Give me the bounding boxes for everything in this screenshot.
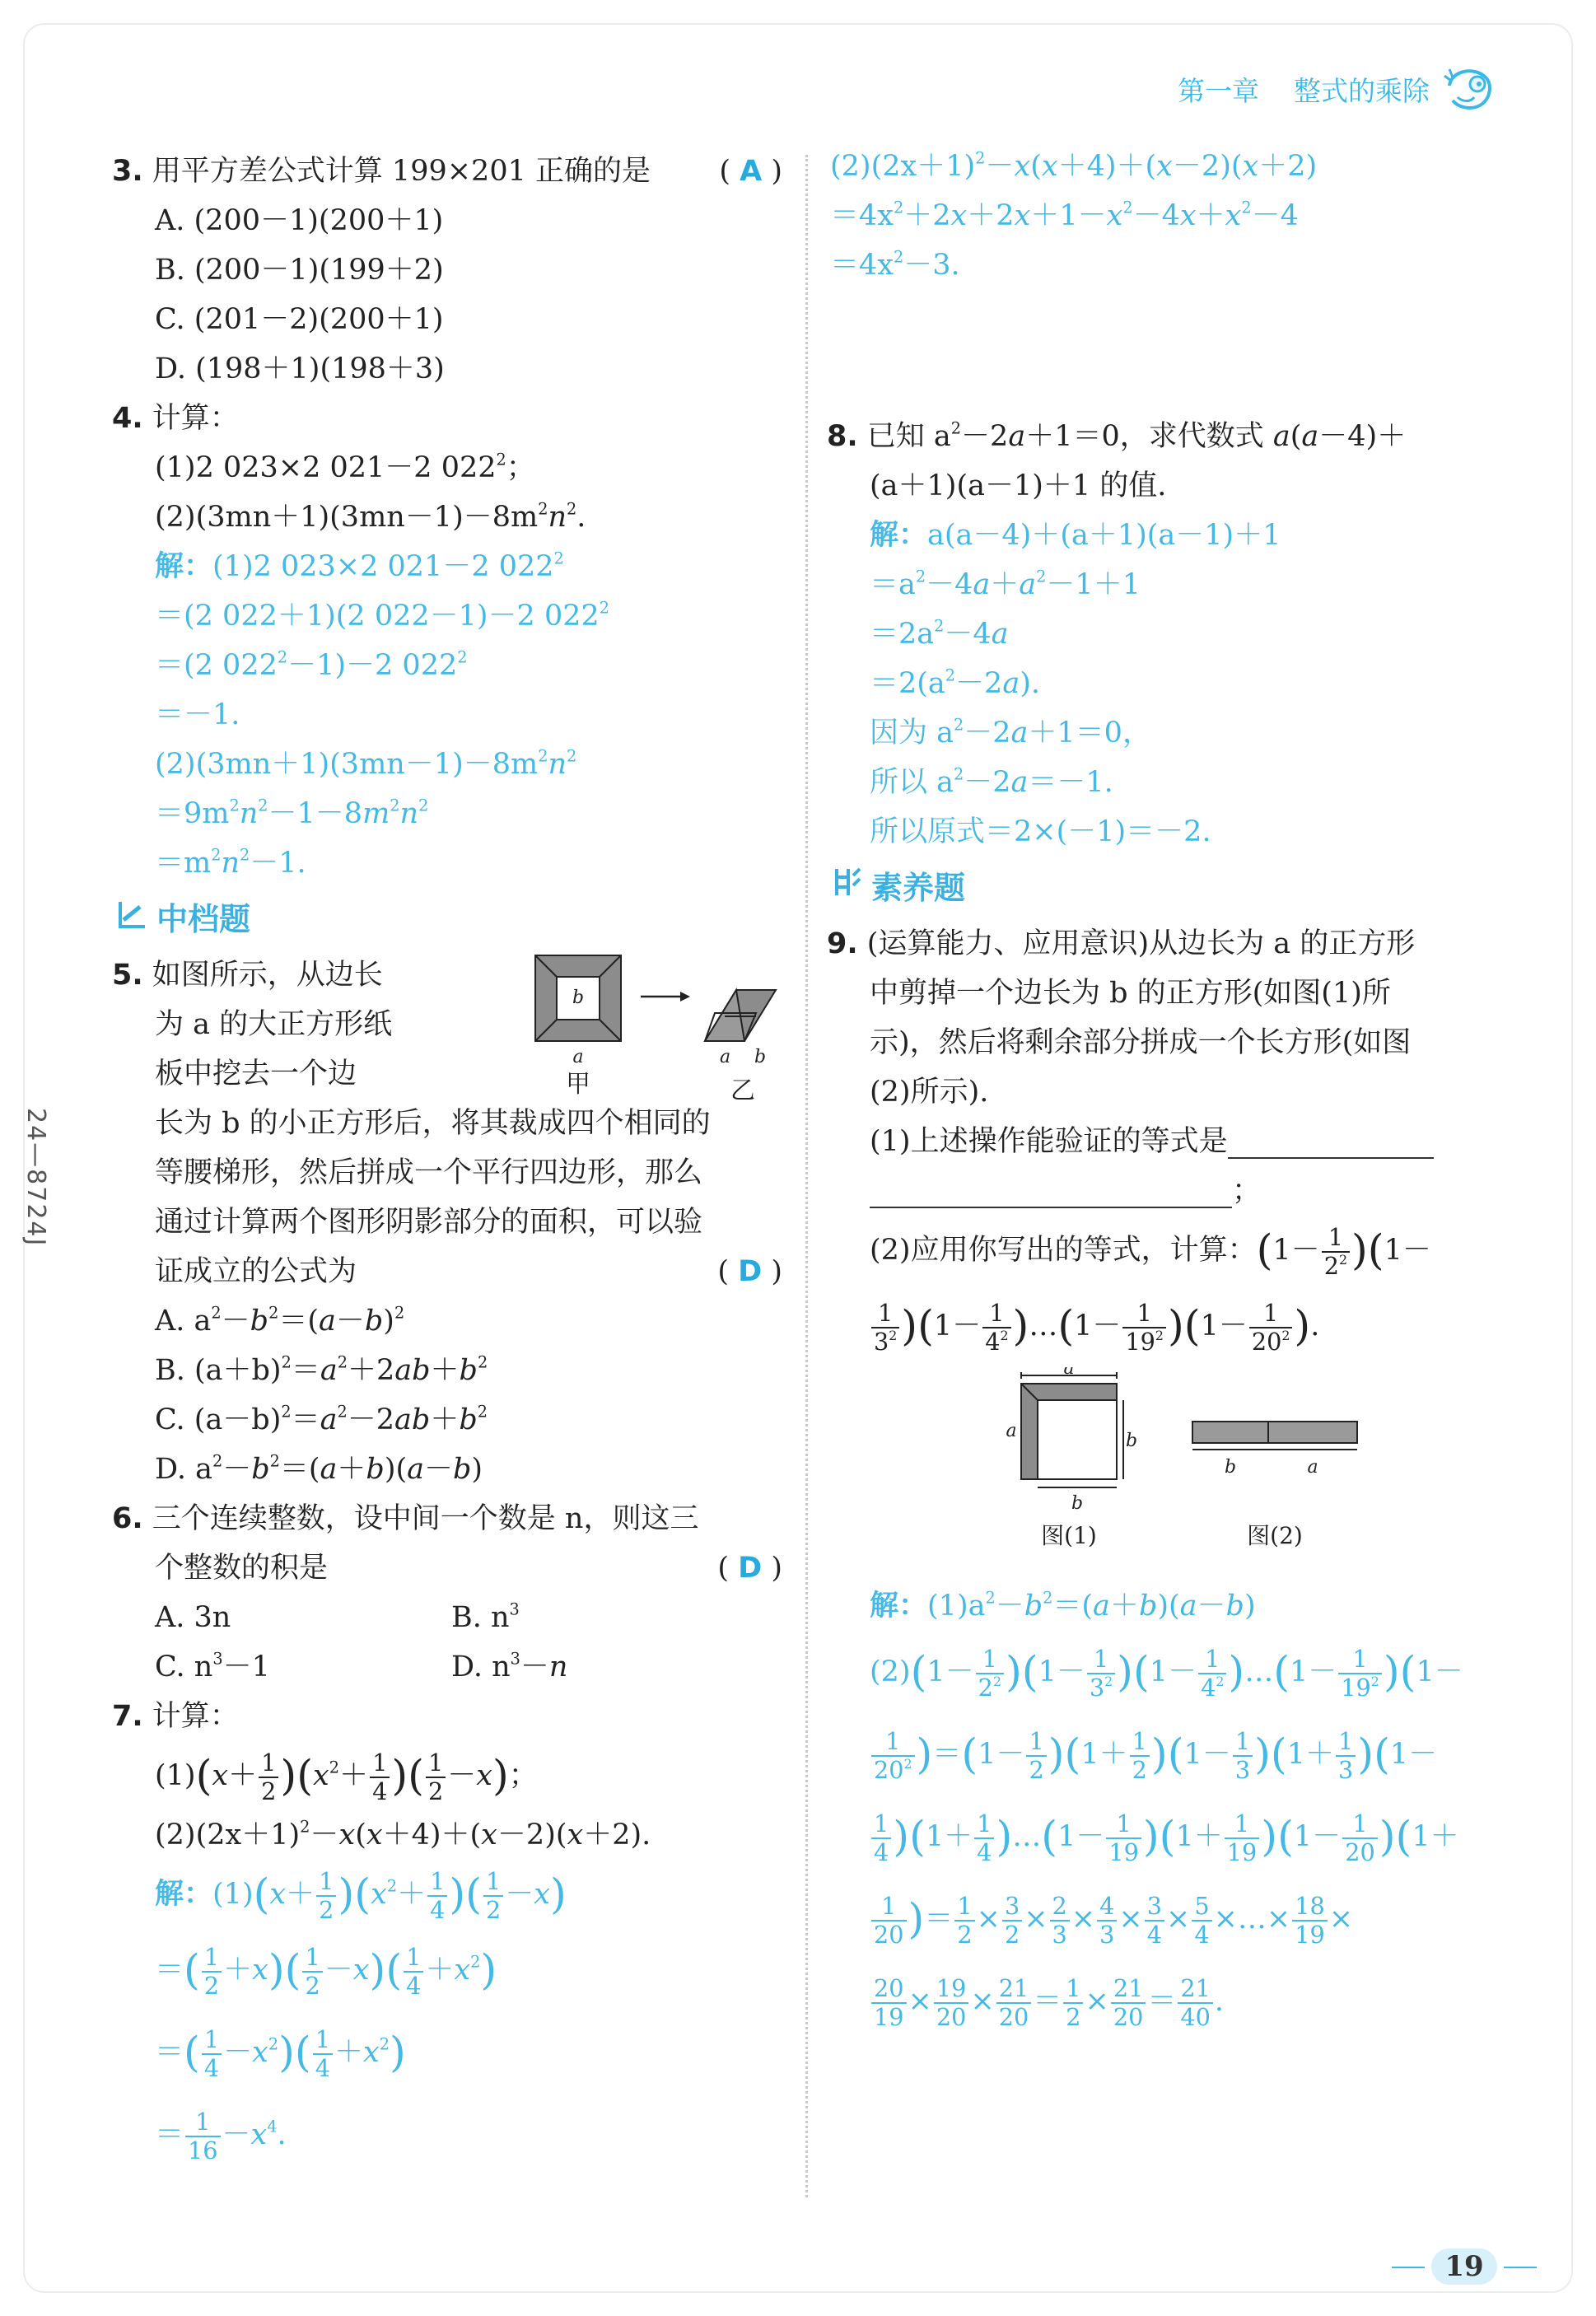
q6-options-ab: A. 3n B. $n^3$ [155,1599,520,1634]
section-literacy: 素养题 [830,857,1505,919]
q3-option-b: B. (200－1)(199＋2) [155,254,444,287]
q3-stem: 3. 用平方差公式计算 199×201 正确的是 ( A ) [112,155,782,188]
fig-label-yi: 乙 [730,1076,755,1105]
q9-solution-5: $\frac{1}{20}$ )＝ $\frac{1}{2}$ × $\frac{3}{2}$ × $\frac{2}{3}$ × $\frac{4}{3}$ × $\frac{3}{4}$ × $\frac{5}{4}$ ×…× $\frac{18}{19}$ × [830,1878,1505,1960]
q8-solution-2: $=a^2-4a+a^2-1+1$ [870,567,1141,601]
q9-part1-cont: ； [830,1166,1505,1216]
q7-solution-2: ＝( $\frac{1}{2}$ ＋x)( $\frac{1}{2}$ －x)( $\frac{1}{4}$ $+x^2$) [155,1943,497,2000]
q9-part2-cont: $\frac{1}{3^2}$ )(1－ $\frac{1}{4^2}$ )…(1－ $\frac{1}{19^2}$ )(1－ $\frac{1}{20^2}$ ). [830,1285,1505,1367]
q3-answer: A [740,155,763,188]
q4-solution-6: $=9m^2n^2-1-8m^2n^2$ [155,796,429,830]
chapter-label: 第一章 [1178,74,1259,107]
q5-option-a: A. $a^2-b^2=(a-b)^2$ [155,1303,405,1338]
svg-text:b: b [1224,1457,1237,1478]
svg-text:a: a [1063,1367,1075,1379]
q9-line1: 9. (运算能力、应用意识)从边长为 a 的正方形 [827,927,1416,960]
q8-solution-4: $=2(a^2-2a)$. [870,665,1040,700]
q4-stem: 4. 计算： [112,402,239,435]
q9-solution-3: $\frac{1}{20^2}$ )＝(1－ $\frac{1}{2}$ )(1＋ $\frac{1}{2}$ )(1－ $\frac{1}{3}$ )(1＋ $\frac{1}{3}$ )(1－ [830,1713,1505,1795]
q6-answer: D [738,1552,763,1585]
q4-solution-2: ＝(2 022＋1)(2 022－1)－2 $022^2$ [155,598,609,633]
svg-text:b: b [1125,1431,1138,1451]
q9-part2: (2)应用你写出的等式，计算：(1－ $\frac{1}{2^2}$ )(1－ [870,1223,1431,1280]
q7-solution-7: $=4x^2-3$. [830,247,960,282]
q9-figure-svg [830,1367,1505,1581]
q7-solution-3: ＝( $\frac{1}{4}$ $-x^2$)( $\frac{1}{4}$ $+x^2$) [155,2025,406,2082]
q4-solution-3: ＝(2 $022^2-1)-2$ $022^2$ [155,647,468,682]
section-medium: 中档题 [115,888,782,950]
q5-figure [532,950,779,1107]
q5-answer: D [738,1255,763,1288]
q8-solution-7: 所以原式＝2×(－1)＝－2. [870,815,1211,848]
fig-label-jia: 甲 [566,1070,590,1099]
q7-solution-5: $(2)(2x+1)^2-x(x+4)+(x-2)(x+2)$ [830,148,1318,183]
q9-solution-4: $\frac{1}{4}$ )(1＋ $\frac{1}{4}$ )…(1－ $\frac{1}{19}$ )(1＋ $\frac{1}{19}$ )(1－ $\frac{1}{20}$ )(1＋ [830,1795,1505,1878]
svg-text:a: a [1006,1421,1017,1441]
q4-part2: $(2)(3mn+1)(3mn-1)-8m^2n^2$. [155,499,586,534]
q7-part1: (1)(x＋ $\frac{1}{2}$ )($x^2+$ $\frac{1}{4}$ )( $\frac{1}{2}$ －x)； [155,1749,538,1805]
svg-text:b: b [1071,1493,1084,1514]
answer-blank[interactable] [1228,1124,1434,1159]
q5-option-c: C. $(a-b)^2=a^2-2ab+b^2$ [155,1402,488,1436]
q4-solution-4: ＝－1. [155,698,240,731]
svg-text:a: a [572,1047,584,1067]
q5-option-d: D. $a^2-b^2=(a+b)(a-b)$ [155,1451,483,1486]
q9-solution-6: $\frac{20}{19}$ × $\frac{19}{20}$ × $\frac{21}{20}$ ＝ $\frac{1}{2}$ × $\frac{21}{20}$ ＝ $\frac{21}{40}$ . [830,1960,1505,2043]
q7-part2: $(2)(2x+1)^2-x(x+4)+(x-2)(x+2)$. [155,1817,651,1851]
q7-solution-1: 解：(1)(x＋ $\frac{1}{2}$ )($x^2+$ $\frac{1}{4}$ )( $\frac{1}{2}$ －x) [155,1867,567,1924]
svg-text:a: a [720,1047,731,1067]
q6-options-cd: C. $n^3-1$ D. $n^3-n$ [155,1649,568,1683]
q8-line2: (a＋1)(a－1)＋1 的值. [870,469,1167,502]
svg-text:a: a [1307,1457,1318,1478]
ladder-icon [830,857,863,919]
q8-solution-5: 因为 $a^2-2a+1=0$， [870,715,1151,749]
side-code: 24—8724J [21,1108,50,1248]
q3-option-a: A. (200－1)(200＋1) [155,204,444,237]
q5-block: 5. 如图所示，从边长 为 a 的大正方形纸 板中挖去一个边 b a 甲 a b 乙 长为 b 的小正方形后，将其裁成四个相同的 等腰梯形，然后拼成一个平行四边形，那么 通过计算两个图形阴影部分的面积，可以验 证成立的公式为 ( D ) A. $a^2-b^2=(a-b)^2$ B. $(a+b)^2=a^2+2ab+b^2$ C. $(a-b)^2=a^2-2ab+b^2$ D. $a^2-b^2=(a+b)(a-b)$ [115,950,782,1494]
q6-line2: 个整数的积是 ( D ) [155,1552,782,1585]
fig9-label-1: 图(1) [1041,1522,1097,1549]
q7-solution-4: ＝ $\frac{1}{16}$ $-x^4$. [155,2108,287,2164]
q9-line2: 中剪掉一个边长为 b 的正方形(如图(1)所 [870,977,1391,1010]
svg-text:b: b [754,1047,767,1067]
q7-stem: 7. 计算： [112,1700,239,1733]
q9-figures [830,1367,1505,1581]
q8-solution-3: $=2a^2-4a$ [870,616,1009,651]
mascot-icon [1441,61,1497,117]
q9-solution-1: 解：$(1)a^2-b^2=(a+b)(a-b)$ [870,1588,1256,1623]
q5-option-b: B. $(a+b)^2=a^2+2ab+b^2$ [155,1352,488,1387]
column-divider [805,155,808,2197]
left-column [112,147,782,2176]
q4-solution-5: $(2)(3mn+1)(3mn-1)-8m^2n^2$ [155,746,577,781]
q6-line1: 6. 三个连续整数，设中间一个数是 n，则这三 [112,1502,699,1535]
q8-solution-6: 所以 $a^2-2a=-1$. [870,764,1113,799]
q9-solution-2: (2)(1－ $\frac{1}{2^2}$ )(1－ $\frac{1}{3^2}$ )(1－ $\frac{1}{4^2}$ )…(1－ $\frac{1}{19^2}$ )(1－ [870,1645,1463,1702]
q7-solution-6: $=4x^2+2x+2x+1-x^2-4x+x^2-4$ [830,198,1299,232]
q8-solution-1: 解：a(a－4)＋(a＋1)(a－1)＋1 [870,518,1281,552]
q9-line3: 示)，然后将剩余部分拼成一个长方形(如图 [870,1026,1412,1059]
page-number: 19 [1392,2247,1540,2288]
q8-line1: 8. 已知 $a^2-2a+1=0$，求代数式 a(a－4)＋ [827,418,1407,453]
q9-part1: (1)上述操作能验证的等式是 [830,1117,1505,1166]
q4-solution-7: $=m^2n^2-1$. [155,845,306,880]
right-column [827,142,1505,2043]
q4-part1: (1)2 023×2 021－2 $022^2$； [155,450,535,484]
q4-solution-1: 解：(1)2 023×2 021－2 $022^2$ [155,549,564,583]
fig9-label-2: 图(2) [1247,1522,1303,1549]
q9-line4: (2)所示). [870,1076,989,1109]
q3-option-c: C. (201－2)(200＋1) [155,303,444,336]
running-header [1178,64,1497,114]
q3-option-d: D. (198＋1)(198＋3) [155,353,445,385]
chapter-title: 整式的乘除 [1294,74,1430,107]
answer-blank-2[interactable] [870,1174,1232,1208]
svg-text:b: b [572,988,585,1008]
pencil-chart-icon [115,888,148,950]
